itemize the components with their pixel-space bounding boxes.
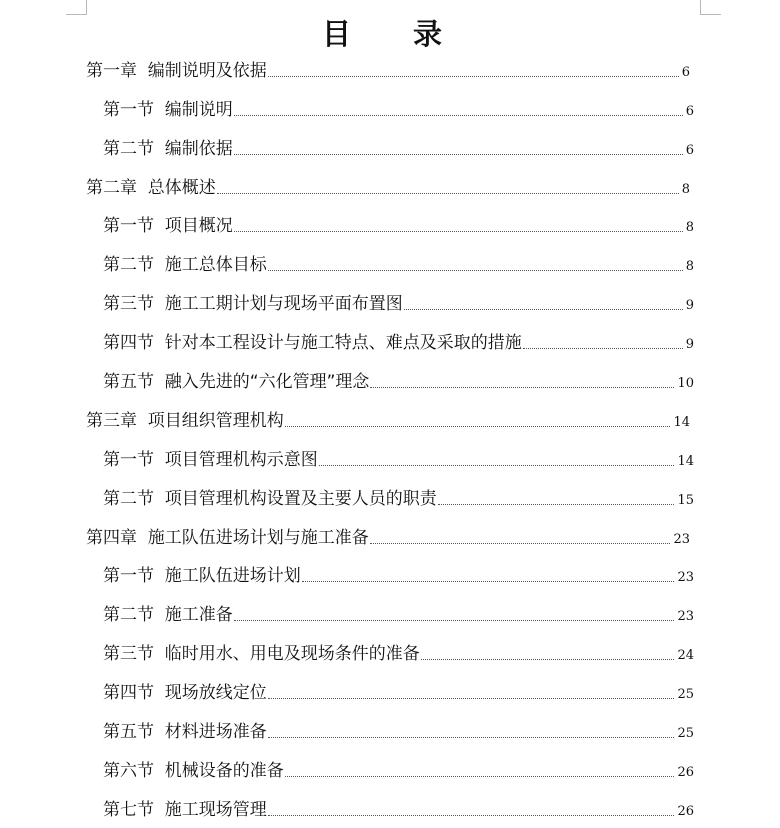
toc-entry-chapter[interactable] [0,167,780,206]
toc-page-number: 9 [685,337,694,353]
toc-entry-section[interactable] [0,633,780,672]
toc-entry-label: 第二节 施工总体目标 [103,255,267,276]
toc-entry-section[interactable] [0,478,780,517]
toc-page-number: 25 [677,687,694,703]
toc-entry-chapter[interactable] [0,50,780,89]
toc-dot-leader [268,269,683,271]
toc-dot-leader [370,386,674,388]
toc-page-number: 8 [685,220,694,236]
toc-entry-section[interactable] [0,711,780,750]
toc-entry-label: 第三节 临时用水、用电及现场条件的准备 [103,644,420,665]
toc-entry-label: 第一节 施工队伍进场计划 [103,566,301,587]
toc-dot-leader [319,464,675,466]
toc-entry-label: 第二章 总体概述 [86,177,216,198]
toc-entry-section[interactable] [0,361,780,400]
toc-entry-label: 第一节 编制说明 [103,99,233,120]
toc-title: 目 录 [321,17,469,51]
toc-entry-label: 第三章 项目组织管理机构 [86,410,284,431]
toc-dot-leader [268,697,675,699]
toc-entry-section[interactable] [0,89,780,128]
toc-entry-label: 第三节 施工工期计划与现场平面布置图 [103,294,403,315]
toc-entry-section[interactable] [0,283,780,322]
toc-dot-leader [217,192,679,194]
toc-dot-leader [234,230,683,232]
toc-dot-leader [268,75,679,77]
toc-page-number: 6 [681,64,690,80]
toc-entry-section[interactable] [0,672,780,711]
toc-entry-label: 第四章 施工队伍进场计划与施工准备 [86,527,369,548]
toc-page-number: 6 [685,142,694,158]
toc-entry-section[interactable] [0,244,780,283]
toc-entry-label: 第五节 材料进场准备 [103,722,267,743]
toc-page-number: 26 [677,764,694,780]
page-corner-mark-right [700,0,721,15]
toc-page-number: 9 [685,298,694,314]
toc-entry-label: 第六节 机械设备的准备 [103,760,284,781]
toc-entry-label: 第一章 编制说明及依据 [86,60,267,81]
toc-entry-section[interactable] [0,322,780,361]
toc-dot-leader [302,580,675,582]
toc-entry-label: 第二节 编制依据 [103,138,233,159]
toc-dot-leader [523,347,683,349]
toc-entry-section[interactable] [0,206,780,245]
toc-entry-section[interactable] [0,439,780,478]
toc-entry-label: 第一节 项目概况 [103,216,233,237]
toc-entry-label: 第二节 施工准备 [103,605,233,626]
toc-page-number: 8 [681,181,690,197]
toc-dot-leader [370,542,671,544]
toc-entry-label: 第一节 项目管理机构示意图 [103,449,318,470]
toc-dot-leader [438,503,675,505]
toc-page-number: 8 [685,259,694,275]
toc-dot-leader [234,153,683,155]
toc-page-number: 24 [677,648,694,664]
toc-page-number: 23 [673,531,690,547]
toc-page-number: 26 [677,803,694,819]
toc-entry-section[interactable] [0,594,780,633]
toc-page-number: 23 [677,570,694,586]
toc-dot-leader [268,736,675,738]
toc-entry-label: 第七节 施工现场管理 [103,799,267,820]
toc-entry-section[interactable] [0,789,780,828]
toc-entry-section[interactable] [0,556,780,595]
toc-list [0,50,780,828]
toc-dot-leader [234,619,675,621]
page-corner-mark-left [66,0,87,15]
toc-dot-leader [285,425,671,427]
toc-entry-chapter[interactable] [0,517,780,556]
toc-page-number: 14 [677,453,694,469]
toc-entry-section[interactable] [0,128,780,167]
toc-page-number: 23 [677,609,694,625]
toc-dot-leader [234,114,683,116]
toc-entry-section[interactable] [0,750,780,789]
toc-entry-chapter[interactable] [0,400,780,439]
toc-entry-label: 第四节 针对本工程设计与施工特点、难点及采取的措施 [103,333,522,354]
toc-page-number: 14 [673,414,690,430]
toc-dot-leader [421,658,675,660]
toc-dot-leader [285,775,675,777]
toc-entry-label: 第五节 融入先进的“六化管理”理念 [103,372,370,393]
toc-page-number: 10 [677,376,694,392]
toc-dot-leader [404,308,683,310]
toc-entry-label: 第四节 现场放线定位 [103,683,267,704]
toc-dot-leader [268,814,675,816]
toc-page-number: 25 [677,726,694,742]
toc-entry-label: 第二节 项目管理机构设置及主要人员的职责 [103,488,437,509]
toc-page-number: 15 [677,492,694,508]
toc-page-number: 6 [685,103,694,119]
